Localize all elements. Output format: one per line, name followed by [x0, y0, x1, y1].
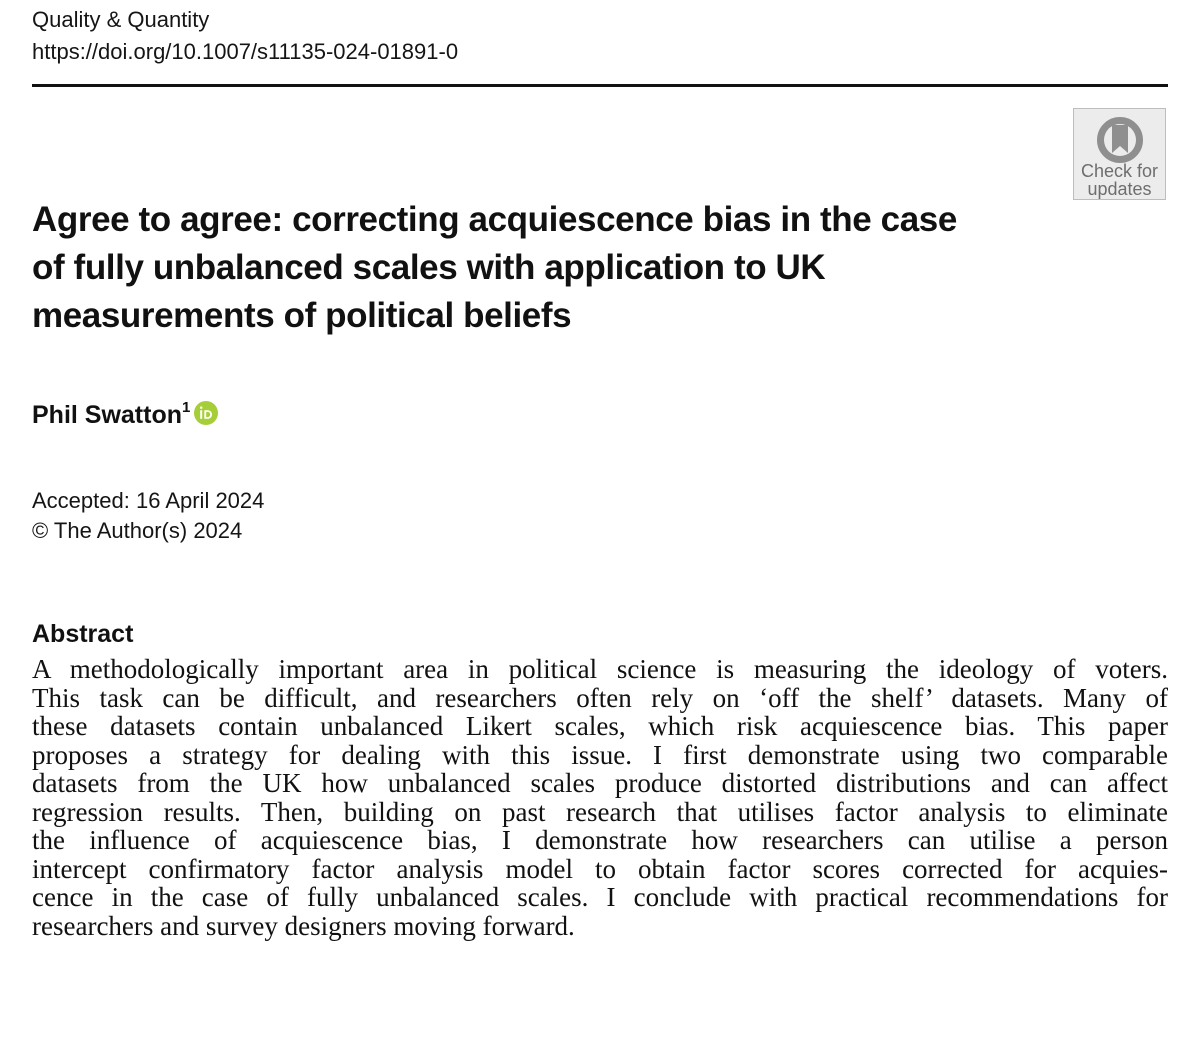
accepted-date: Accepted: 16 April 2024 — [32, 488, 265, 513]
header-divider — [32, 84, 1168, 87]
abstract-line: proposes a strategy for dealing with this issue. I first demonstrate using two comparable — [32, 739, 1168, 770]
article-title-line: Agree to agree: correcting acquiescence bias in the case — [32, 200, 957, 239]
orcid-icon[interactable] — [194, 401, 218, 425]
abstract-line: cence in the case of fully unbalanced scales. I conclude with practical recommendations for — [32, 882, 1168, 912]
abstract-line: intercept confirmatory factor analysis model to obtain factor scores corrected for acquies- — [32, 853, 1168, 884]
abstract-line: regression results. Then, building on past research that utilises factor analysis to eliminate — [32, 796, 1168, 827]
author-byline — [32, 398, 218, 432]
abstract-line: the influence of acquiescence bias, I demonstrate how researchers can utilise a person — [32, 825, 1168, 855]
abstract-heading: Abstract — [32, 620, 134, 648]
copyright-notice: © The Author(s) 2024 — [32, 518, 243, 543]
article-title-line: measurements of political beliefs — [32, 296, 572, 335]
abstract-line: This task can be difficult, and researchers often rely on ‘off the shelf’ datasets. Many of — [32, 682, 1168, 713]
article-title — [32, 196, 1052, 340]
affiliation-mark: 1 — [182, 399, 191, 416]
doi-link[interactable]: https://doi.org/10.1007/s11135-024-01891-0 — [32, 39, 459, 64]
abstract-text — [32, 655, 1168, 940]
author-name: Phil Swatton — [32, 401, 182, 429]
article-title-line: of fully unbalanced scales with application to UK — [32, 248, 826, 287]
journal-name: Quality & Quantity — [32, 7, 210, 32]
crossmark-icon — [1095, 115, 1145, 165]
abstract-line: datasets from the UK how unbalanced scales produce distorted distributions and can affect — [32, 768, 1168, 798]
check-for-updates-button[interactable] — [1073, 108, 1166, 200]
check-for-updates-label-line1: Check for — [1080, 161, 1159, 181]
abstract-line: these datasets contain unbalanced Likert scales, which risk acquiescence bias. This paper — [32, 711, 1168, 741]
abstract-line: A methodologically important area in political science is measuring the ideology of voters. — [32, 654, 1168, 684]
abstract-line: researchers and survey designers moving forward. — [32, 910, 575, 941]
check-for-updates-label-line2: updates — [1087, 179, 1152, 199]
